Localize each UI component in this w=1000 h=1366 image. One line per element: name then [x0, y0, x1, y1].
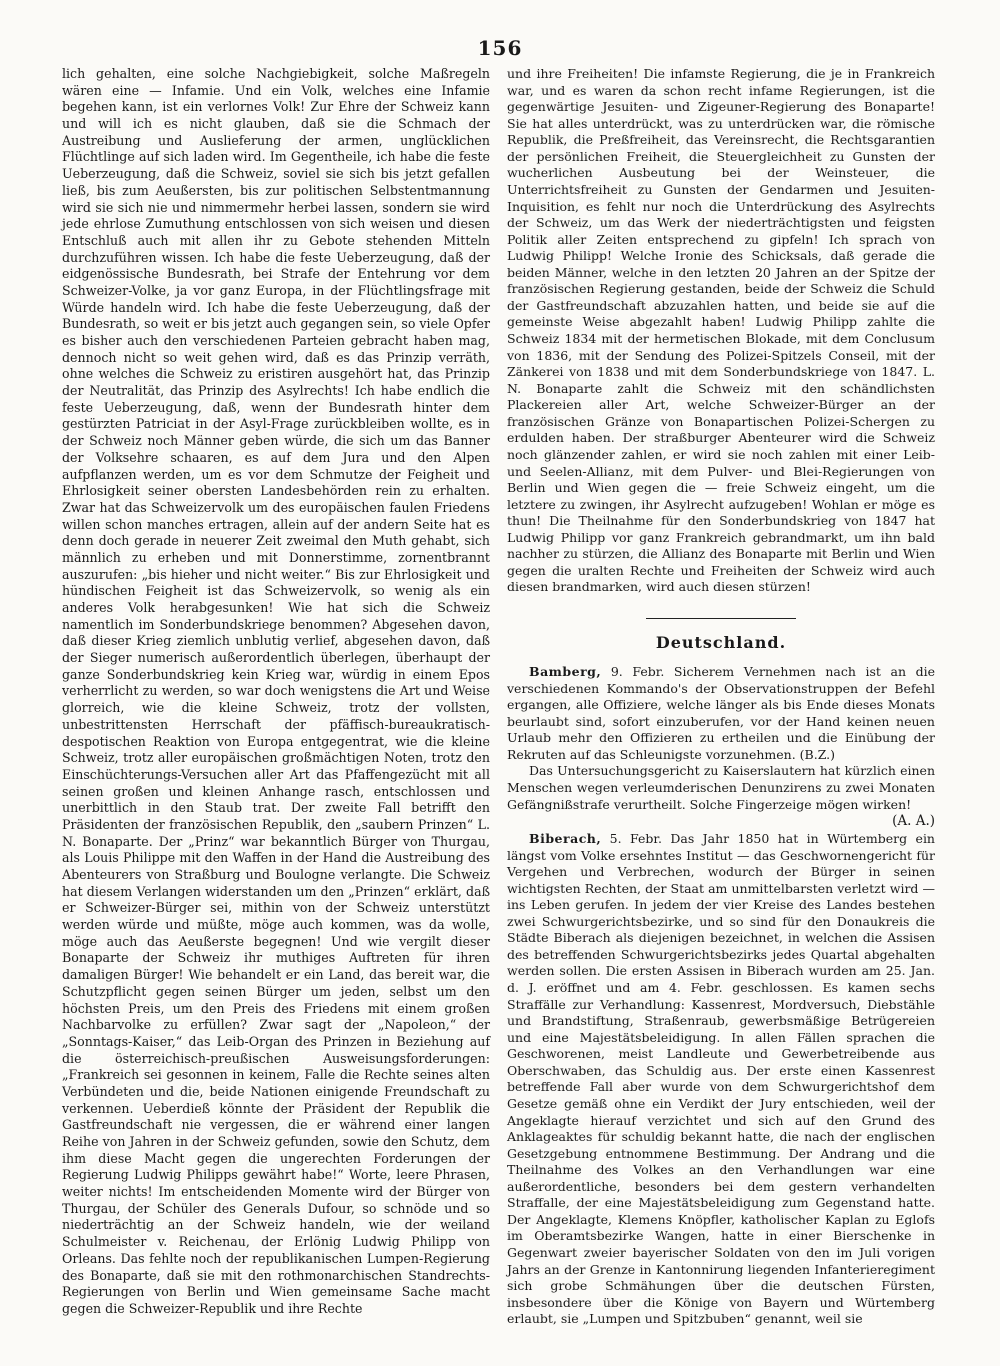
dateline-place: Biberach,	[529, 830, 602, 846]
section-heading: Deutschland.	[655, 633, 787, 652]
dateline-place: Bamberg,	[529, 664, 602, 679]
article-body: 9. Febr. Sicherem Vernehmen nach ist an die verschiedenen Kommando's der Observationstruppen der Befehl ergangen, alle Offiziere, welche länger als bis Ende dieses Monats beurlaubt sind, sofort einzuberufen, vor der Hand keinen neuen Urlaub mehr den Offizieren zu ertheilen und die Einübung der Rekruten auf das Schleunigste vorzunehmen. (B.Z.)	[507, 664, 935, 762]
section-divider	[646, 618, 796, 619]
right-column	[507, 66, 935, 1328]
article-biberach	[507, 831, 935, 1328]
article-kaiserslautern	[507, 763, 935, 831]
right-column-continued-text: und ihre Freiheiten! Die infamste Regierung, die je in Frankreich war, und es waren da schon recht infame Regierungen, ist die gegenwärtige Jesuiten- und Zigeuner-Regierung des Bonaparte! Sie hat alles unterdrückt, was zu unterdrücken war, die römische Republik, die Preßfreiheit, das Vereinsrecht, die Rechtsgarantien der persönlichen Freiheit, die Steuergleichheit zu Gunsten der wucherlichen Ausbeutung bei der Weinsteuer, die Unterrichtsfreiheit zu Gunsten der Gendarmen und Jesuiten-Inquisition, es fehlt nur noch die Unterdrückung des Asylrechts der Schweiz, um das Werk der niederträchtigsten und feigsten Politik aller Zeiten entsprechend zu gipfeln! Ich sprach von Ludwig Philipp! Welche Ironie des Schicksals, daß gerade die beiden Männer, welche in den letzten 20 Jahren an der Spitze der französischen Regierung gestanden, beide der Schweiz die Schuld der Gastfreundschaft abzuzahlen hatten, und beide sie auf die gemeinste Weise abgezahlt haben! Ludwig Philipp zahlte die Schweiz 1834 mit der hermetischen Blokade, mit dem Conclusum von 1836, mit der Sendung des Polizei-Spitzels Conseil, mit der Zänkerei von 1838 und mit dem Sonderbundskriege von 1847. L. N. Bonaparte zahlt die Schweiz mit den schändlichsten Plackereien aller Art, welche Schweizer-Bürger an der französischen Gränze von Bonapartischen Polizei-Schergen zu erdulden haben. Der straßburger Abenteurer wird die Schweiz noch glänzender zahlen, er wird sie noch zahlen mit einer Leib- und Seelen-Allianz, mit dem Pulver- und Blei-Regierungen von Berlin und Wien gegen die — freie Schweiz eingeht, um die letztere zu zwingen, ihr Asylrecht aufzugeben! Wohlan er möge es thun! Die Theilnahme für den Sonderbundskrieg von 1847 hat Ludwig Philipp vor ganz Frankreich gebrandmarkt, um ihn bald nachher zu stürzen, die Allianz des Bonaparte mit Berlin und Wien gegen die uralten Rechte und Freiheiten der Schweiz wird auch diesen brandmarken, wird auch diesen stürzen!	[507, 66, 935, 595]
article-bamberg	[507, 664, 935, 763]
article-source: (A. A.)	[892, 813, 935, 830]
left-column-text: lich gehalten, eine solche Nachgiebigkeit, solche Maßregeln wären eine — Infamie. Und ein Volk, welches eine Infamie begehen kann, ist ein verlornes Volk! Zur Ehre der Schweiz kann und will ich es nicht glauben, daß sie die Schmach der Austreibung und Auslieferung der armen, unglücklichen Flüchtlinge auf sich laden wird. Im Gegentheile, ich habe die feste Ueberzeugung, daß die Schweiz, soviel sie sich bis jetzt gefallen ließ, bis zum Aeußersten, bis zur politischen Selbstentmannung wird sie sich nie und nimmermehr herbei lassen, sondern sie wird jede ehrlose Zumuthung entschlossen von sich weisen und diesen Entschluß auch mit allen ihr zu Gebote stehenden Mitteln durchzuführen wissen. Ich habe die feste Ueberzeugung, daß der eidgenössische Bundesrath, bei Strafe der Entehrung vor dem Schweizer-Volke, ja vor ganz Europa, in der Flüchtlingsfrage mit Würde handeln wird. Ich habe die feste Ueberzeugung, daß der Bundesrath, so weit er bis jetzt auch gegangen sein, so viele Opfer es bisher auch den verschiedenen Parteien gebracht haben mag, dennoch nicht so weit gehen wird, daß es das Prinzip verräth, ohne welches die Schweiz zu eristiren ausgehört hat, das Prinzip der Neutralität, das Prinzip des Asylrechts! Ich habe endlich die feste Ueberzeugung, daß, wenn der Bundesrath hinter dem gestürzten Patriciat in der Asyl-Frage zurückbleiben wollte, es in der Schweiz noch Männer geben würde, die sich um das Banner der Volksehre schaaren, es auf dem Jura und den Alpen aufpflanzen werden, um es vor dem Schmutze der Feigheit und Ehrlosigkeit seiner obersten Landesbehörden rein zu erhalten. Zwar hat das Schweizervolk um des europäischen faulen Friedens willen schon manches ertragen, allein auf der andern Seite hat es denn doch gerade in neuerer Zeit zweimal den Muth gehabt, sich männlich zu erheben und mit Donnerstimme, zornentbrannt auszurufen: „bis hieher und nicht weiter.“ Bis zur Ehrlosigkeit und hündischen Feigheit ist das Schweizervolk, so wenig als ein anderes Volk herabgesunken! Wie hat sich die Schweiz namentlich im Sonderbundskriege benommen? Abgesehen davon, daß dieser Krieg ziemlich unblutig verlief, abgesehen davon, daß der Sieger numerisch außerordentlich überlegen, überhaupt der ganze Sonderbundskrieg kein Krieg war, würdig in einem Epos verherrlicht zu werden, so war doch wenigstens die Art und Weise glorreich, wie die kleine Schweiz, trotz der vollsten, unbestrittensten Herrschaft der pfäffisch-bureaukratisch-despotischen Reaktion von Europa entgegentrat, wie die kleine Schweiz, trotz aller europäischen großmächtigen Noten, trotz den Einschüchterungs-Versuchen aller Art das Pfaffengezücht mit all seinen großen und kleinen Anhange rasch, entschlossen und unerbittlich in den Staub trat. Der zweite Fall betrifft den Präsidenten der französischen Republik, den „saubern Prinzen“ L. N. Bonaparte. Der „Prinz“ war bekanntlich Bürger von Thurgau, als Louis Philippe mit den Waffen in der Hand die Austreibung des Abenteurers von Straßburg und Boulogne verlangte. Die Schweiz hat diesem Verlangen widerstanden um den „Prinzen“ erklärt, daß er Schweizer-Bürger sei, mithin von der Schweiz unterstützt werden würde und müßte, möge auch kommen, was da wolle, möge auch das Aeußerste begegnen! Und wie vergilt dieser Bonaparte der Schweiz ihr muthiges Auftreten für ihren damaligen Bürger! Wie behandelt er ein Land, das bereit war, die Schutzpflicht gegen seinen Bürger um jeden, selbst um den höchsten Preis, um den Preis des Friedens mit einem großen Nachbarvolke zu erfüllen? Zwar sagt der „Napoleon,“ der „Sonntags-Kaiser,“ das Leib-Organ des Prinzen in Beziehung auf die österreichisch-preußischen Ausweisungsforderungen: „Frankreich sei gesonnen in keinem, Falle die Rechte seines alten Verbündeten und die, beide Nationen einigende Freundschaft zu verkennen. Ueberdieß könnte der Präsident der Republik die Gastfreundschaft nie vergessen, die er während einer langen Reihe von Jahren in der Schweiz gefunden, sowie den Schutz, dem ihm diese Macht gegen die ungerechten Forderungen der Regierung Ludwig Philipps gewährt habe!“ Worte, leere Phrasen, weiter nichts! Im entscheidenden Momente wird der Bürger von Thurgau, der Schüler des Generals Dufour, so schnöde und so niederträchtig an der Schweiz handeln, wie der weiland Schulmeister v. Reichenau, der Erlönig Ludwig Philipp von Orleans. Das fehlte noch der republikanischen Lumpen-Regierung des Bonaparte, daß sie mit den rothmonarchischen Standrechts-Regierungen von Berlin und Wien gemeinsame Sache macht gegen die Schweizer-Republik und ihre Rechte	[62, 66, 491, 1316]
article-body: 5. Febr. Das Jahr 1850 hat in Würtemberg ein längst vom Volke ersehntes Institut — das Geschwornengericht für Vergehen und Verbrechen, wodurch der Bürger in seinen wichtigsten Rechten, der Staat am unmittelbarsten verletzt wird — ins Leben gerufen. In jedem der vier Kreise des Landes bestehen zwei Schwurgerichtsbezirke, und so sind für den Donaukreis die Städte Biberach als diejenigen bezeichnet, in welchen die Assisen des betreffenden Schwurgerichtsbezirks jedes Quartal abgehalten werden sollen. Die ersten Assisen in Biberach wurden am 25. Jan. d. J. eröffnet und am 4. Febr. geschlossen. Es kamen sechs Straffälle zur Verhandlung: Kassenrest, Mordversuch, Diebstähle und Brandstiftung, Straßenraub, gewerbsmäßige Betrügereien und eine Majestätsbeleidigung. In allen Fällen sprachen die Geschworenen, meist Landleute und Gewerbetreibende aus Oberschwaben, das Schuldig aus. Der erste einen Kassenrest betreffende Fall aber wurde von dem Schwurgerichtshof dem Gesetze gemäß ohne ein Verdikt der Jury entschieden, weil der Angeklagte hierauf verzichtet und sich auf den Grund des Anklageaktes für schuldig bekannt hatte, die nach der englischen Gesetzgebung entnommene Bestimmung. Der Andrang und die Theilnahme des Volkes an den Verhandlungen war eine außerordentliche, besonders bei dem gestern verhandelten Straffalle, der eine Majestätsbeleidigung zum Gegenstand hatte. Der Angeklagte, Klemens Knöpfler, katholischer Kaplan zu Eglofs im Oberamtsbezirke Wangen, hatte in einer Bierschenke in Gegenwart zweier bayerischer Soldaten von den im Juli vorigen Jahrs an der Grenze in Kantonnirung liegenden Infanterieregiment sich grobe Schmähungen über die deutschen Fürsten, insbesondere über die Könige von Bayern und Würtemberg erlaubt, sie „Lumpen und Spitzbuben“ genannt, weil sie	[507, 830, 935, 1327]
article-body: Das Untersuchungsgericht zu Kaiserslautern hat kürzlich einen Menschen wegen verleumderischen Denunzirens zu zwei Monaten Gefängnißstrafe verurtheilt. Solche Fingerzeige mögen wirken!	[507, 763, 935, 812]
page-number: 156	[477, 36, 523, 60]
left-column	[62, 66, 490, 1318]
